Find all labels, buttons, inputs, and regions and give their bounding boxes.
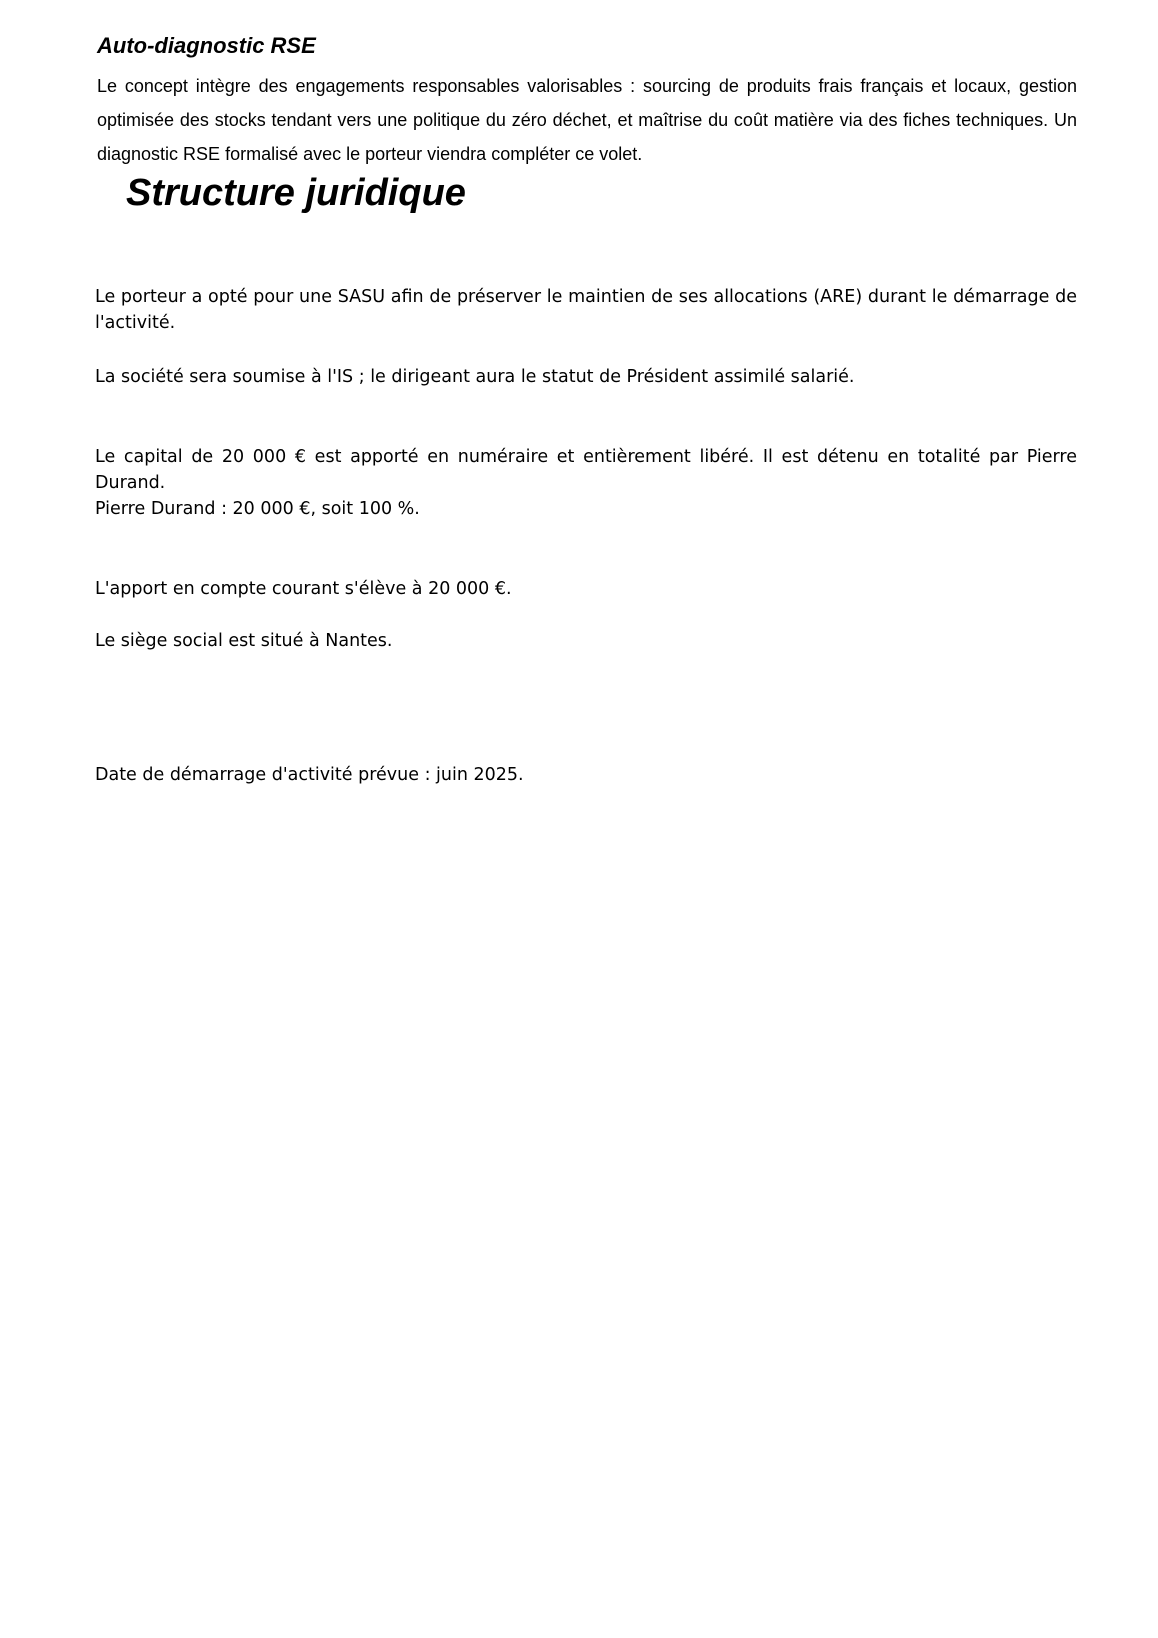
- shareholder-line: Pierre Durand : 20 000 €, soit 100 %.: [95, 499, 420, 519]
- capital-block: [95, 444, 1077, 522]
- capital-paragraph: Le capital de 20 000 € est apporté en numéraire et entièrement libéré. Il est détenu en totalité par Pierre Durand.: [95, 447, 1077, 493]
- current-account-paragraph: L'apport en compte courant s'élève à 20 000 €.: [95, 579, 512, 599]
- rse-paragraph: Le concept intègre des engagements responsables valorisables : sourcing de produits frais français et locaux, gestion optimisée des stocks tendant vers une politique du zéro déchet, et maîtrise du coût matière via des fiches techniques. Un diagnostic RSE formalisé avec le porteur viendra compléter ce volet.: [97, 76, 1077, 164]
- rse-heading: Auto-diagnostic RSE: [97, 33, 316, 58]
- head-office-paragraph: Le siège social est situé à Nantes.: [95, 631, 393, 651]
- tax-status-paragraph: La société sera soumise à l'IS ; le dirigeant aura le statut de Président assimilé salarié.: [95, 367, 855, 387]
- start-date-paragraph: Date de démarrage d'activité prévue : juin 2025.: [95, 765, 524, 785]
- structure-title: Structure juridique: [126, 172, 466, 214]
- sasu-choice-paragraph: Le porteur a opté pour une SASU afin de préserver le maintien de ses allocations (ARE) durant le démarrage de l'activité.: [95, 287, 1077, 333]
